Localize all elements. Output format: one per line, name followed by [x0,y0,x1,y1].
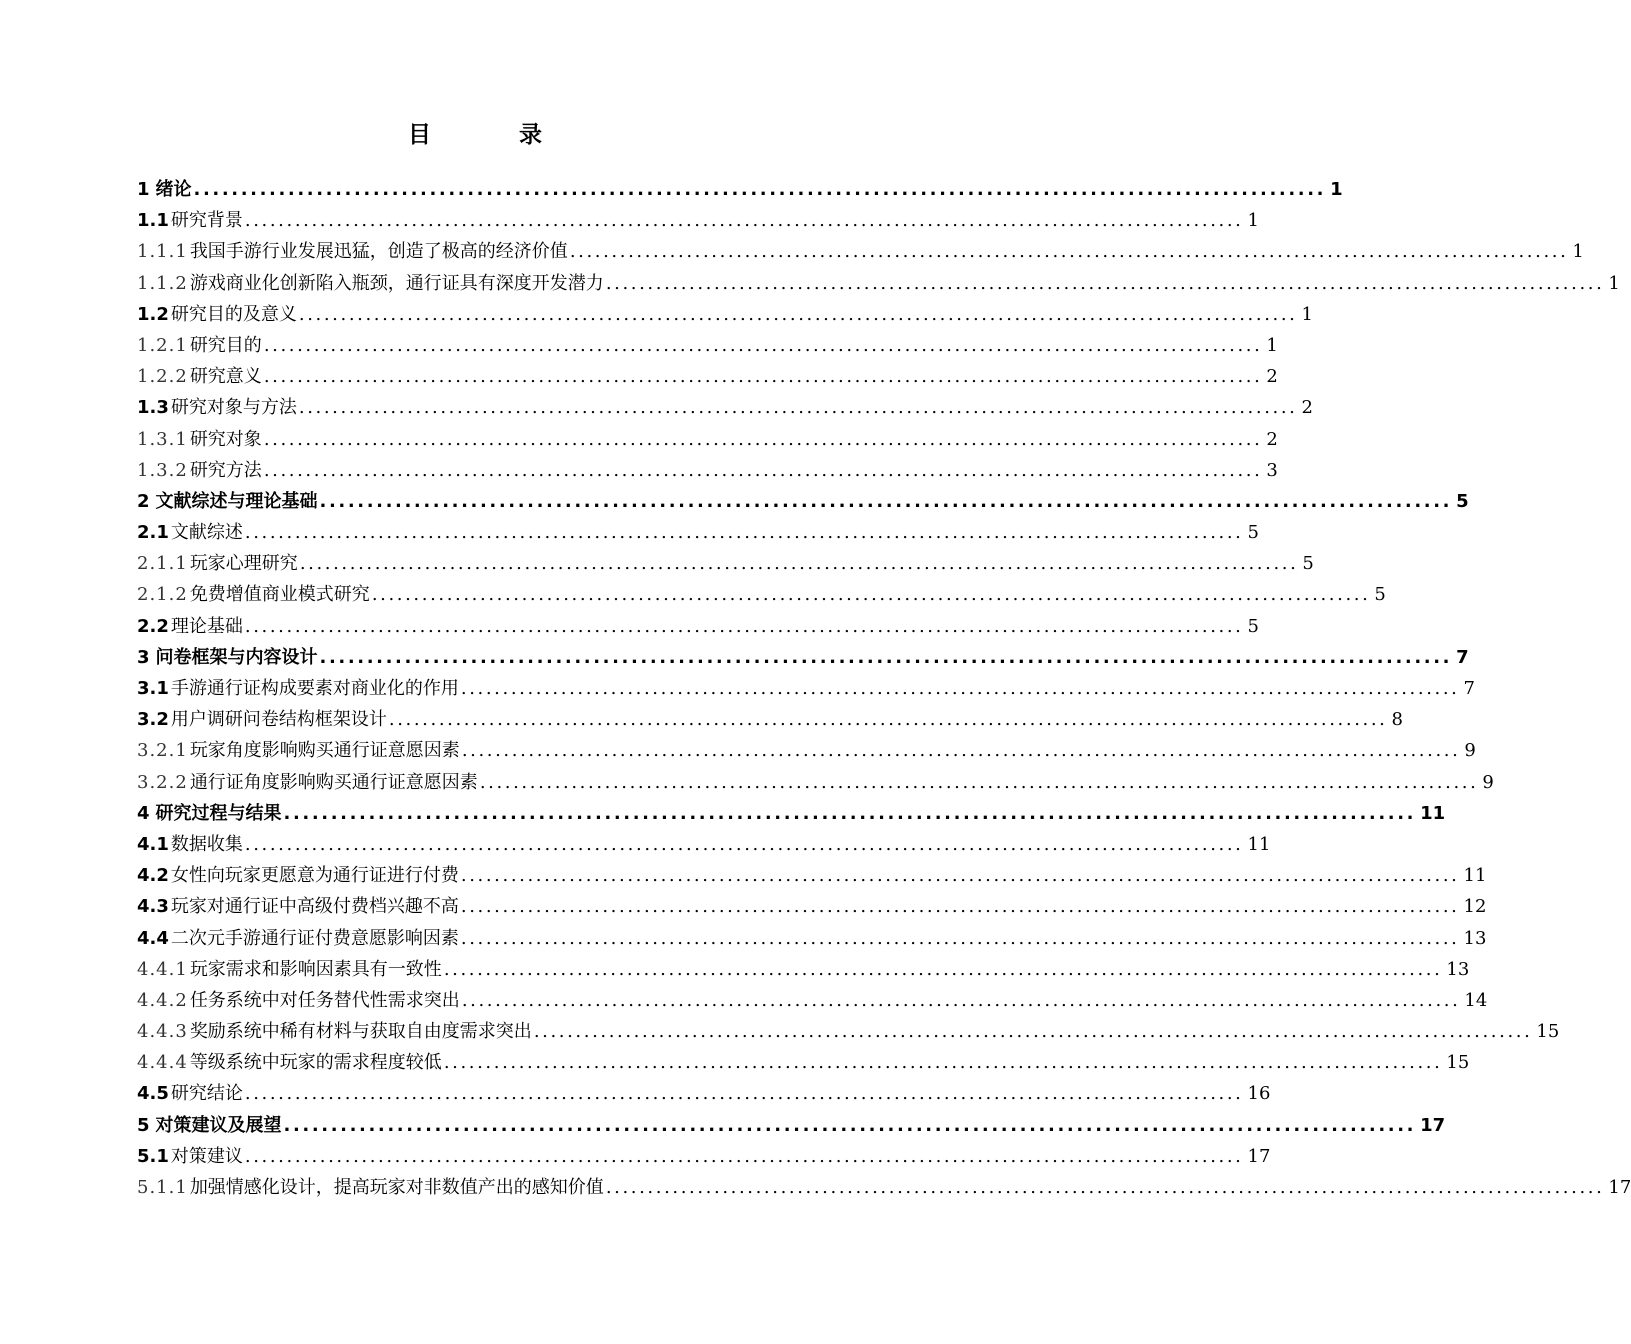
toc-entry-page-number: 8 [1391,709,1403,731]
toc-entry-label: 研究方法 [189,459,262,481]
toc-entry-number: 4 [137,802,150,824]
toc-entry-label: 二次元手游通行证付费意愿影响因素 [170,927,459,949]
toc-entry-number: 2.2 [137,615,169,637]
toc-entry[interactable] [137,330,1278,361]
toc-entry-number: 1.3 [137,397,169,419]
toc-entry[interactable] [137,455,1278,486]
toc-entry-number: 1.3.1 [137,428,188,450]
toc-leader-dots: ........................................................................................................................ [244,210,1244,232]
toc-entry-label: 手游通行证构成要素对商业化的作用 [170,678,459,699]
toc-entry-label: 玩家心理研究 [189,553,298,575]
toc-entry-label: 研究背景 [170,210,243,232]
toc-entry-label: 研究目的 [189,334,262,356]
toc-entry-number: 3.1 [137,678,169,699]
toc-entry-page-number: 5 [1374,584,1386,606]
toc-entry-page-number: 13 [1463,927,1487,949]
toc-entry-page-number: 14 [1464,989,1488,1011]
toc-entry-number: 4.4 [137,927,169,949]
toc-entry-page-number: 3 [1266,459,1278,481]
toc-entry[interactable] [137,798,1446,829]
toc-entry[interactable] [137,704,1403,735]
toc-entry-page-number: 5 [1247,615,1259,637]
toc-entry[interactable] [137,954,1470,985]
toc-entry-page-number: 12 [1463,896,1487,918]
toc-entry-number: 2.1.2 [137,584,188,606]
toc-entry[interactable] [137,1016,1560,1047]
toc-entry-label: 文献综述 [170,522,243,544]
toc-leader-dots: ........................................................................................................................ [443,1052,1443,1074]
toc-entry-label: 问卷框架与内容设计 [155,646,318,668]
toc-entry[interactable] [137,548,1314,579]
toc-entry-number: 1.1 [137,210,169,232]
toc-entry-page-number: 17 [1247,1145,1271,1167]
toc-leader-dots: ........................................................................................................................ [319,646,1453,668]
toc-entry-number: 1.3.2 [137,459,188,481]
toc-entry[interactable] [137,923,1487,954]
toc-entry-number: 4.4.2 [137,989,188,1011]
toc-entry[interactable] [137,205,1259,236]
toc-entry[interactable] [137,486,1469,517]
toc-entry[interactable] [137,1172,1631,1203]
toc-entry-number: 3.2.1 [137,740,188,762]
toc-entry-page-number: 1 [1301,303,1313,325]
toc-entry[interactable] [137,735,1476,766]
toc-entry-number: 1.2.2 [137,366,188,388]
toc-entry-label: 玩家角度影响购买通行证意愿因素 [189,740,460,762]
toc-leader-dots: ........................................................................................................................ [244,1145,1244,1167]
toc-entry[interactable] [137,174,1343,205]
toc-leader-dots: ........................................................................................................................ [244,833,1244,855]
toc-entry-number: 4.4.4 [137,1052,188,1074]
toc-entry[interactable] [137,1047,1470,1078]
toc-leader-dots: ........................................................................................................................ [298,397,1298,419]
toc-entry[interactable] [137,611,1259,642]
toc-leader-dots: ........................................................................................................................ [244,1083,1244,1105]
toc-entry[interactable] [137,1141,1271,1172]
toc-entry[interactable] [137,579,1386,610]
toc-entry[interactable] [137,767,1494,798]
toc-entry-number: 5.1.1 [137,1177,188,1198]
toc-entry[interactable] [137,642,1469,673]
toc-entry-number: 1.2.1 [137,334,188,356]
toc-entry[interactable] [137,517,1259,548]
toc-entry[interactable] [137,236,1584,267]
toc-entry-label: 研究对象 [189,428,262,450]
toc-entry-label: 游戏商业化创新陷入瓶颈，通行证具有深度开发潜力 [189,272,604,294]
toc-entry[interactable] [137,424,1278,455]
toc-entry-label: 奖励系统中稀有材料与获取自由度需求突出 [189,1021,532,1043]
toc-entry-page-number: 5 [1302,553,1314,575]
toc-leader-dots: ........................................................................................................................ [460,678,1460,699]
toc-leader-dots: ........................................................................................................................ [569,241,1569,263]
toc-leader-dots: ........................................................................................................................ [461,989,1461,1011]
toc-entry[interactable] [137,392,1313,423]
toc-entry-label: 数据收集 [170,833,243,855]
toc-leader-dots: ........................................................................................................................ [371,584,1371,606]
toc-entry-label: 绪论 [155,179,192,200]
toc-entry-label: 等级系统中玩家的需求程度较低 [189,1052,442,1074]
toc-entry-page-number: 17 [1420,1114,1446,1136]
toc-entry-label: 文献综述与理论基础 [155,490,318,512]
toc-leader-dots: ........................................................................................................................ [263,334,1263,356]
toc-leader-dots: ........................................................................................................................ [244,615,1244,637]
toc-entry-number: 4.2 [137,865,169,887]
toc-entry-number: 1.2 [137,303,169,325]
toc-entry-page-number: 15 [1536,1021,1560,1043]
toc-entry-page-number: 7 [1463,678,1475,699]
toc-entry-page-number: 9 [1482,771,1494,793]
toc-entry-number: 4.4.1 [137,958,188,980]
toc-entry-page-number: 2 [1266,366,1278,388]
toc-leader-dots: ........................................................................................................................ [605,1177,1605,1198]
toc-leader-dots: ........................................................................................................................ [533,1021,1533,1043]
toc-leader-dots: ........................................................................................................................ [263,428,1263,450]
toc-entry-number: 2.1 [137,522,169,544]
toc-leader-dots: ........................................................................................................................ [299,553,1299,575]
toc-entry-page-number: 2 [1266,428,1278,450]
toc-entry[interactable] [137,268,1620,299]
toc-leader-dots: ........................................................................................................................ [388,709,1388,731]
toc-leader-dots: ........................................................................................................................ [283,1114,1417,1136]
toc-entry-label: 我国手游行业发展迅猛，创造了极高的经济价值 [189,241,568,263]
toc-entry-label: 玩家对通行证中高级付费档兴趣不高 [170,896,459,918]
table-of-contents [137,174,1631,1203]
toc-entry-page-number: 11 [1463,865,1487,887]
toc-leader-dots: ........................................................................................................................ [283,802,1417,824]
toc-entry[interactable] [137,673,1475,704]
toc-leader-dots: ........................................................................................................................ [460,927,1460,949]
toc-leader-dots: ........................................................................................................................ [319,490,1453,512]
toc-entry[interactable] [137,299,1313,330]
toc-leader-dots: ........................................................................................................................ [443,958,1443,980]
toc-leader-dots: ........................................................................................................................ [298,303,1298,325]
toc-entry[interactable] [137,891,1487,922]
toc-entry[interactable] [137,860,1487,891]
toc-entry-number: 1.1.2 [137,272,188,294]
toc-entry-label: 玩家需求和影响因素具有一致性 [189,958,442,980]
toc-entry-label: 研究意义 [189,366,262,388]
toc-leader-dots: ........................................................................................................................ [263,459,1263,481]
toc-entry-page-number: 5 [1247,522,1259,544]
toc-entry-label: 女性向玩家更愿意为通行证进行付费 [170,865,459,887]
toc-entry-label: 理论基础 [170,615,243,637]
toc-entry-number: 1.1.1 [137,241,188,263]
toc-leader-dots: ........................................................................................................................ [193,179,1327,200]
toc-entry-page-number: 1 [1330,179,1343,200]
toc-entry-number: 2.1.1 [137,553,188,575]
toc-entry-label: 研究结论 [170,1083,243,1105]
toc-entry-number: 5.1 [137,1145,169,1167]
toc-entry[interactable] [137,829,1271,860]
toc-entry-number: 3.2.2 [137,771,188,793]
toc-entry-number: 1 [137,179,150,200]
toc-entry-number: 4.3 [137,896,169,918]
toc-entry-page-number: 7 [1456,646,1469,668]
toc-entry[interactable] [137,985,1488,1016]
toc-entry-page-number: 1 [1266,334,1278,356]
toc-entry-number: 3 [137,646,150,668]
toc-entry-page-number: 5 [1456,490,1469,512]
toc-leader-dots: ........................................................................................................................ [263,366,1263,388]
toc-leader-dots: ........................................................................................................................ [461,740,1461,762]
toc-entry-label: 通行证角度影响购买通行证意愿因素 [189,771,478,793]
toc-entry-number: 4.5 [137,1083,169,1105]
toc-entry-label: 研究目的及意义 [170,303,297,325]
toc-entry-label: 研究对象与方法 [170,397,297,419]
toc-entry-page-number: 17 [1608,1177,1631,1198]
toc-entry-label: 任务系统中对任务替代性需求突出 [189,989,460,1011]
toc-entry[interactable] [137,1110,1446,1141]
toc-entry-number: 2 [137,490,150,512]
toc-entry-label: 用户调研问卷结构框架设计 [170,709,387,731]
toc-entry-page-number: 1 [1572,241,1584,263]
toc-entry-page-number: 11 [1420,802,1446,824]
toc-entry-number: 5 [137,1114,150,1136]
toc-entry-label: 免费增值商业模式研究 [189,584,370,606]
toc-entry-page-number: 13 [1446,958,1470,980]
toc-entry-number: 4.1 [137,833,169,855]
toc-leader-dots: ........................................................................................................................ [244,522,1244,544]
toc-entry[interactable] [137,1078,1271,1109]
page-title: 目 录 [407,122,582,148]
toc-entry-number: 3.2 [137,709,169,731]
toc-leader-dots: ........................................................................................................................ [460,865,1460,887]
toc-leader-dots: ........................................................................................................................ [479,771,1479,793]
toc-entry-label: 加强情感化设计，提高玩家对非数值产出的感知价值 [189,1177,604,1198]
toc-entry-number: 4.4.3 [137,1021,188,1043]
toc-entry-page-number: 1 [1608,272,1620,294]
toc-entry-page-number: 9 [1464,740,1476,762]
toc-entry-label: 对策建议 [170,1145,243,1167]
toc-entry-label: 研究过程与结果 [155,802,282,824]
toc-entry-page-number: 11 [1247,833,1271,855]
toc-entry-label: 对策建议及展望 [155,1114,282,1136]
toc-entry-page-number: 1 [1247,210,1259,232]
toc-entry-page-number: 2 [1301,397,1313,419]
toc-entry[interactable] [137,361,1278,392]
toc-leader-dots: ........................................................................................................................ [460,896,1460,918]
toc-leader-dots: ........................................................................................................................ [605,272,1605,294]
toc-entry-page-number: 16 [1247,1083,1271,1105]
toc-entry-page-number: 15 [1446,1052,1470,1074]
